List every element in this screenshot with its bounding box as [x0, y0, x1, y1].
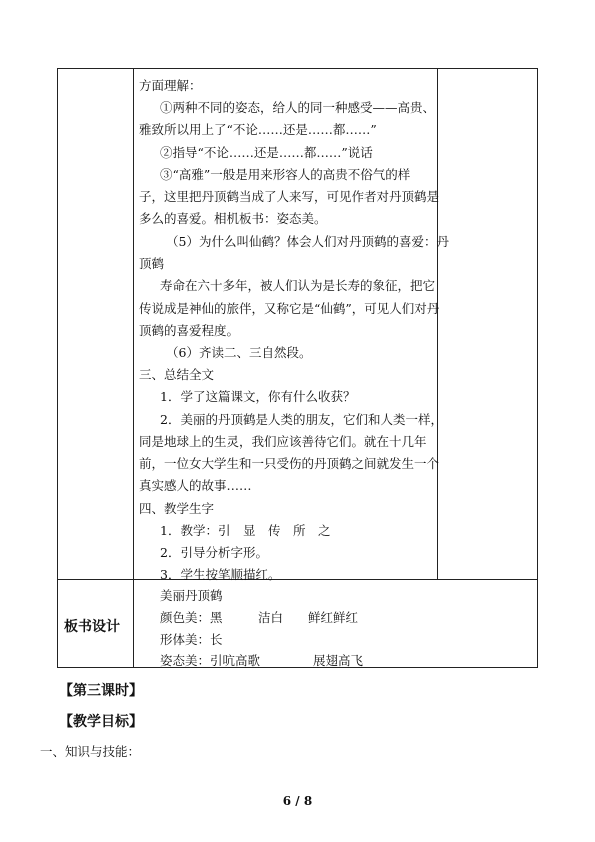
text-line: （5）为什么叫仙鹤？体会人们对丹顶鹤的喜爱：丹	[166, 234, 449, 249]
board-title: 美丽丹顶鹤	[160, 588, 223, 603]
text-line: 1．教学：引 显 传 所 之	[160, 523, 331, 538]
text-line: 传说成是神仙的旅伴，又称它是“仙鹤”，可见人们对丹	[139, 301, 440, 316]
text-line: 2．引导分析字形。	[160, 545, 268, 560]
section-teaching-goals: 【教学目标】	[59, 714, 143, 730]
text-line: 顶鹤	[139, 256, 165, 271]
text-line: 3．学生按笔顺描红。	[160, 567, 281, 582]
text-line: 雅致所以用上了“不论……还是……都……”	[139, 122, 377, 137]
knowledge-skills-heading: 一、知识与技能：	[40, 744, 141, 759]
board-color-red: 鲜红鲜红	[308, 610, 359, 625]
text-line: 同是地球上的生灵，我们应该善待它们。就在十几年	[139, 434, 427, 449]
text-line: 寿命在六十多年，被人们认为是长寿的象征，把它	[160, 278, 436, 293]
board-shape-line: 形体美：长	[160, 632, 223, 647]
text-line: 前，一位女大学生和一只受伤的丹顶鹤之间就发生一个	[139, 456, 440, 471]
table-row-divider	[57, 579, 538, 580]
page-number: 6 / 8	[282, 794, 313, 808]
table-divider-right	[437, 68, 438, 579]
text-line: 1．学了这篇课文，你有什么收获？	[160, 389, 356, 404]
text-line: 顶鹤的喜爱程度。	[139, 323, 240, 338]
text-line: （6）齐读二、三自然段。	[166, 345, 312, 360]
board-design-label: 板书设计	[64, 619, 120, 635]
text-line: 子，这里把丹顶鹤当成了人来写，可见作者对丹顶鹤是	[139, 189, 440, 204]
text-line: 四、教学生字	[139, 501, 215, 516]
text-line: 真实感人的故事……	[139, 478, 252, 493]
text-line: 2．美丽的丹顶鹤是人类的朋友，它们和人类一样，	[160, 412, 443, 427]
table-divider-left	[133, 68, 134, 668]
board-color-white: 洁白	[258, 610, 284, 625]
board-pose-fly: 展翅高飞	[313, 653, 364, 668]
text-line: 方面理解：	[139, 78, 202, 93]
text-line: ③“高雅”一般是用来形容人的高贵不俗气的样	[160, 167, 411, 182]
section-third-lesson: 【第三课时】	[59, 683, 143, 699]
text-line: ①两种不同的姿态，给人的同一种感受——高贵、	[160, 100, 436, 115]
board-pose-line: 姿态美：引吭高歌	[160, 653, 261, 668]
text-line: ②指导“不论……还是……都……”说话	[160, 145, 373, 160]
text-line: 三、总结全文	[139, 367, 215, 382]
board-color-line: 颜色美：黑	[160, 610, 223, 625]
text-line: 多么的喜爱。相机板书：姿态美。	[139, 211, 327, 226]
